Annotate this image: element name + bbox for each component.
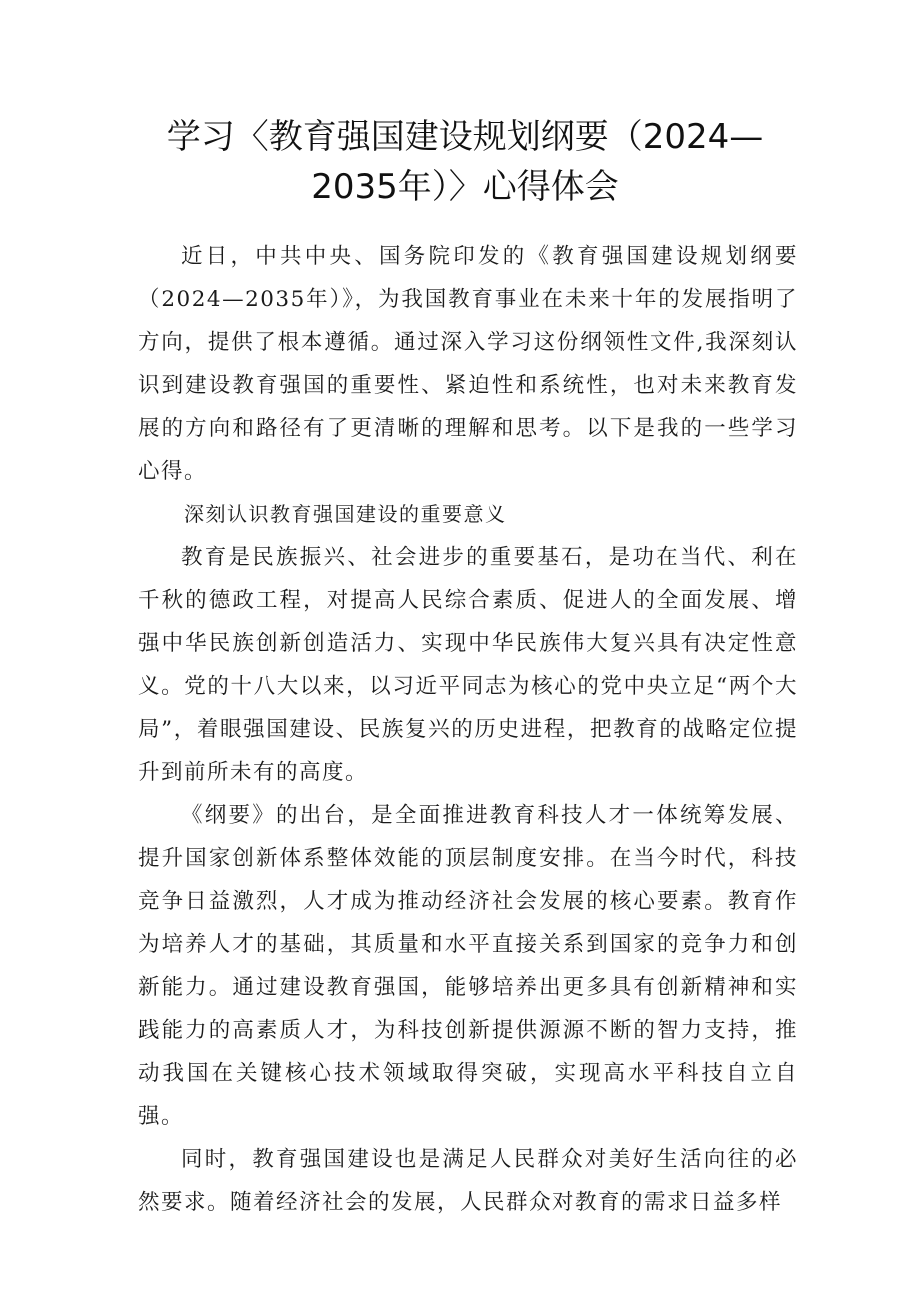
paragraph-significance: 教育是民族振兴、社会进步的重要基石，是功在当代、利在千秋的德政工程，对提高人民综合素质、促进人的全面发展、增强中华民族创新创造活力、实现中华民族伟大复兴具有决定性意义。党的十八大以来，以习近平同志为核心的党中央立足“两个大局”，着眼强国建设、民族复兴的历史进程，把教育的战略定位提升到前所未有的高度。 [138, 545, 798, 785]
document-title: 学习〈教育强国建设规划纲要（2024—2035年）〉心得体会 [166, 117, 764, 207]
paragraph-people-needs: 同时，教育强国建设也是满足人民群众对美好生活向往的必然要求。随着经济社会的发展，人民群众对教育的需求日益多样 [138, 1147, 798, 1215]
paragraph-outline: 《纲要》的出台，是全面推进教育科技人才一体统筹发展、提升国家创新体系整体效能的顶层制度安排。在当今时代，科技竞争日益激烈，人才成为推动经济社会发展的核心要素。教育作为培养人才的基础，其质量和水平直接关系到国家的竞争力和创新能力。通过建设教育强国，能够培养出更多具有创新精神和实践能力的高素质人才，为科技创新提供源源不断的智力支持，推动我国在关键核心技术领域取得突破，实现高水平科技自立自强。 [138, 803, 798, 1129]
section-heading: 深刻认识教育强国建设的重要意义 [184, 502, 507, 526]
paragraph-intro: 近日，中共中央、国务院印发的《教育强国建设规划纲要（2024—2035年）》，为我国教育事业在未来十年的发展指明了方向，提供了根本遵循。通过深入学习这份纲领性文件,我深刻认识到建设教育强国的重要性、紧迫性和系统性，也对未来教育发展的方向和路径有了更清晰的理解和思考。以下是我的一些学习心得。 [138, 244, 798, 484]
document-body [138, 235, 798, 1224]
